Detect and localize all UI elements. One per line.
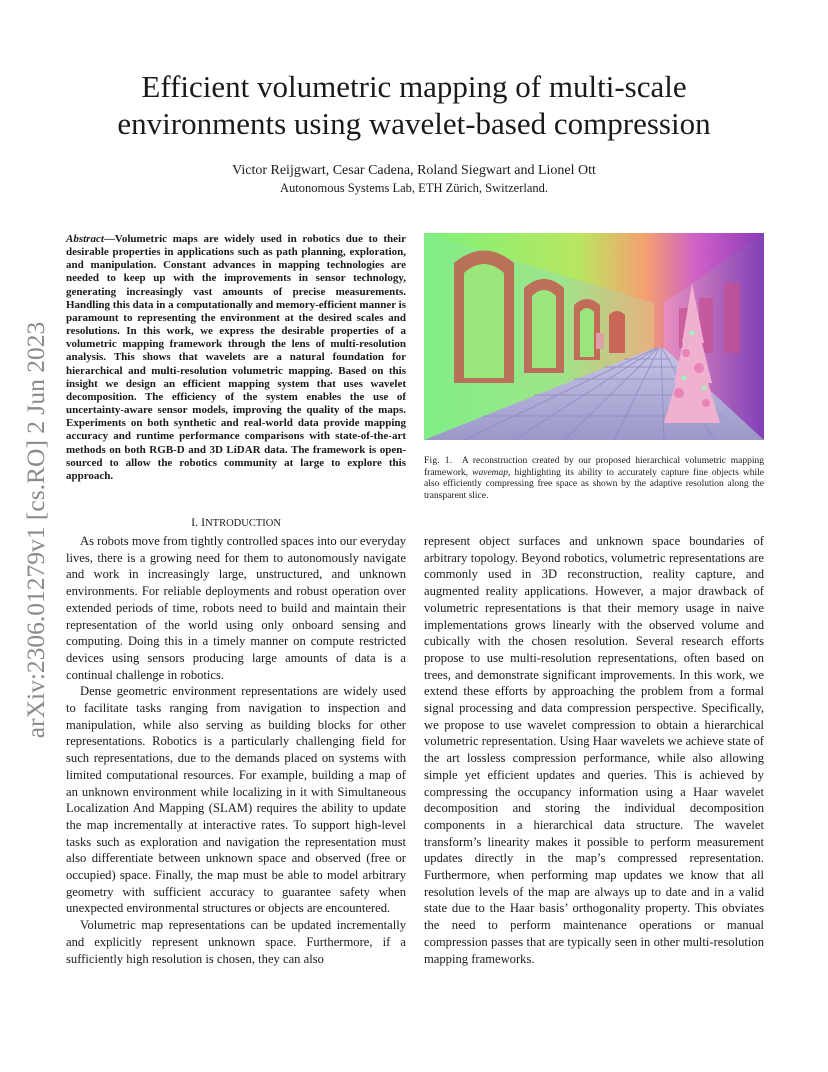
abstract xyxy=(66,233,406,483)
body-column-left xyxy=(66,533,406,967)
paragraph: represent object surfaces and unknown space boundaries of arbitrary topology. Beyond robotics, volumetric representations are commonly used in 3D reconstruction, reality capture, and augmented reality applications. However, a major drawback of volumetric representations is that their memory usage in naive implementations grows linearly with the observed volume and cubically with the chosen resolution. Several research efforts propose to use multi-resolution representations, often based on trees, and demonstrate significant improvements. In this work, we extend these efforts by approaching the problem from a formal signal processing and data compression perspective. Specifically, we propose to use wavelet compression to obtain a hierarchical volumetric representation. Using Haar wavelets we achieve state of the art lossless compression performance, while also allowing simple yet efficient updates and queries. This is achieved by compressing the occupancy information using a Haar wavelet decomposition and storing the individual decomposition components in a hierarchical data structure. The wavelet transform’s linearity makes it possible to perform measurement updates directly in the map’s compressed representation. Furthermore, when performing map updates we know that all resolution levels of the map are always up to date and in a valid state due to the Haar basis’ orthogonality property. This obviates the need to perform maintenance operations or manual compression passes that are typically seen in other multi-resolution mapping frameworks. xyxy=(424,534,764,966)
affiliation: Autonomous Systems Lab, ETH Zürich, Switzerland. xyxy=(279,181,549,195)
paragraph: Dense geometric environment representations are widely used to facilitate tasks ranging from navigation to inspection and manipulation, while also serving as building blocks for other representations. Robotics is a particularly challenging field for such representations, due to the demands placed on systems with limited computational resources. For example, building a map of an unknown environment while localizing in it with Simultaneous Localization And Mapping (SLAM) requires the ability to update the map incrementally at interactive rates. To support high-level tasks such as exploration and navigation the representation must also differentiate between unknown space and observed (free or occupied) space. Finally, the map must be able to model arbitrary geometry with sufficient accuracy to guarantee safety when unexpected environmental structures or objects are encountered. xyxy=(66,684,406,916)
paragraph: Volumetric map representations can be updated incrementally and explicitly represent unknown space. Furthermore, if a sufficiently high resolution is chosen, they can also xyxy=(66,918,406,966)
paragraph: As robots move from tightly controlled spaces into our everyday lives, there is a growing need for them to autonomously navigate and work in increasingly large, unstructured, and unknown environments. For reliable deployments and robust operation over extended periods of time, robots need to build and maintain their representation of the world using only onboard sensing and computing. Doing this in a timely manner on compute restricted devices using sensors producing large amounts of data is a continual challenge in robotics. xyxy=(66,534,406,682)
caption-text-a: A reconstruction created by our proposed hierarchical volumetric mapping framework, xyxy=(424,456,764,478)
title-line-2: environments using wavelet-based compression xyxy=(117,106,711,141)
caption-text-b: , highlighting its ability to accurately capture fine objects while also efficiently compressing free space as shown by the adaptive resolution along the transparent slice. xyxy=(424,467,764,501)
section-rest: NTRODUCTION xyxy=(205,518,281,529)
authors: Victor Reijgwart, Cesar Cadena, Roland Siegwart and Lionel Ott xyxy=(232,163,596,178)
body-column-right xyxy=(424,533,764,967)
abstract-label: Abstract xyxy=(66,233,104,245)
paper-title xyxy=(60,68,768,142)
section-heading xyxy=(66,515,406,530)
section-number: I. xyxy=(191,515,199,529)
section-initial: I xyxy=(201,515,206,529)
arxiv-watermark: arXiv:2306.01279v1 [cs.RO] 2 Jun 2023 xyxy=(21,321,50,739)
abstract-text: —Volumetric maps are widely used in robotics due to their desirable properties in applications such as path planning, exploration, and manipulation. Constant advances in mapping technologies are needed to keep up with the improvements in sensor technology, generating increasingly vast amounts of precise measurements. Handling this data in a computationally and memory-efficient manner is paramount to representing the environment at the desired scales and resolutions. In this work, we express the desirable properties of a volumetric mapping framework through the lens of multi-resolution analysis. This shows that wavelets are a natural foundation for hierarchical and multi-resolution volumetric mapping. Based on this insight we design an efficient mapping system that uses wavelet decomposition. The efficiency of the system enables the use of uncertainty-aware sensor models, improving the quality of the maps. Experiments on both synthetic and real-world data provide mapping accuracy and runtime performance comparisons with state-of-the-art methods on both RGB-D and 3D LiDAR data. The framework is open-sourced to allow the robotics community at large to explore this approach. xyxy=(66,233,406,482)
figure-label: Fig. 1. xyxy=(424,456,453,466)
figure-1-caption xyxy=(424,456,764,502)
figure-1-image xyxy=(424,233,764,440)
caption-emphasis: wavemap xyxy=(472,467,509,478)
title-line-1: Efficient volumetric mapping of multi-scale xyxy=(141,69,687,104)
